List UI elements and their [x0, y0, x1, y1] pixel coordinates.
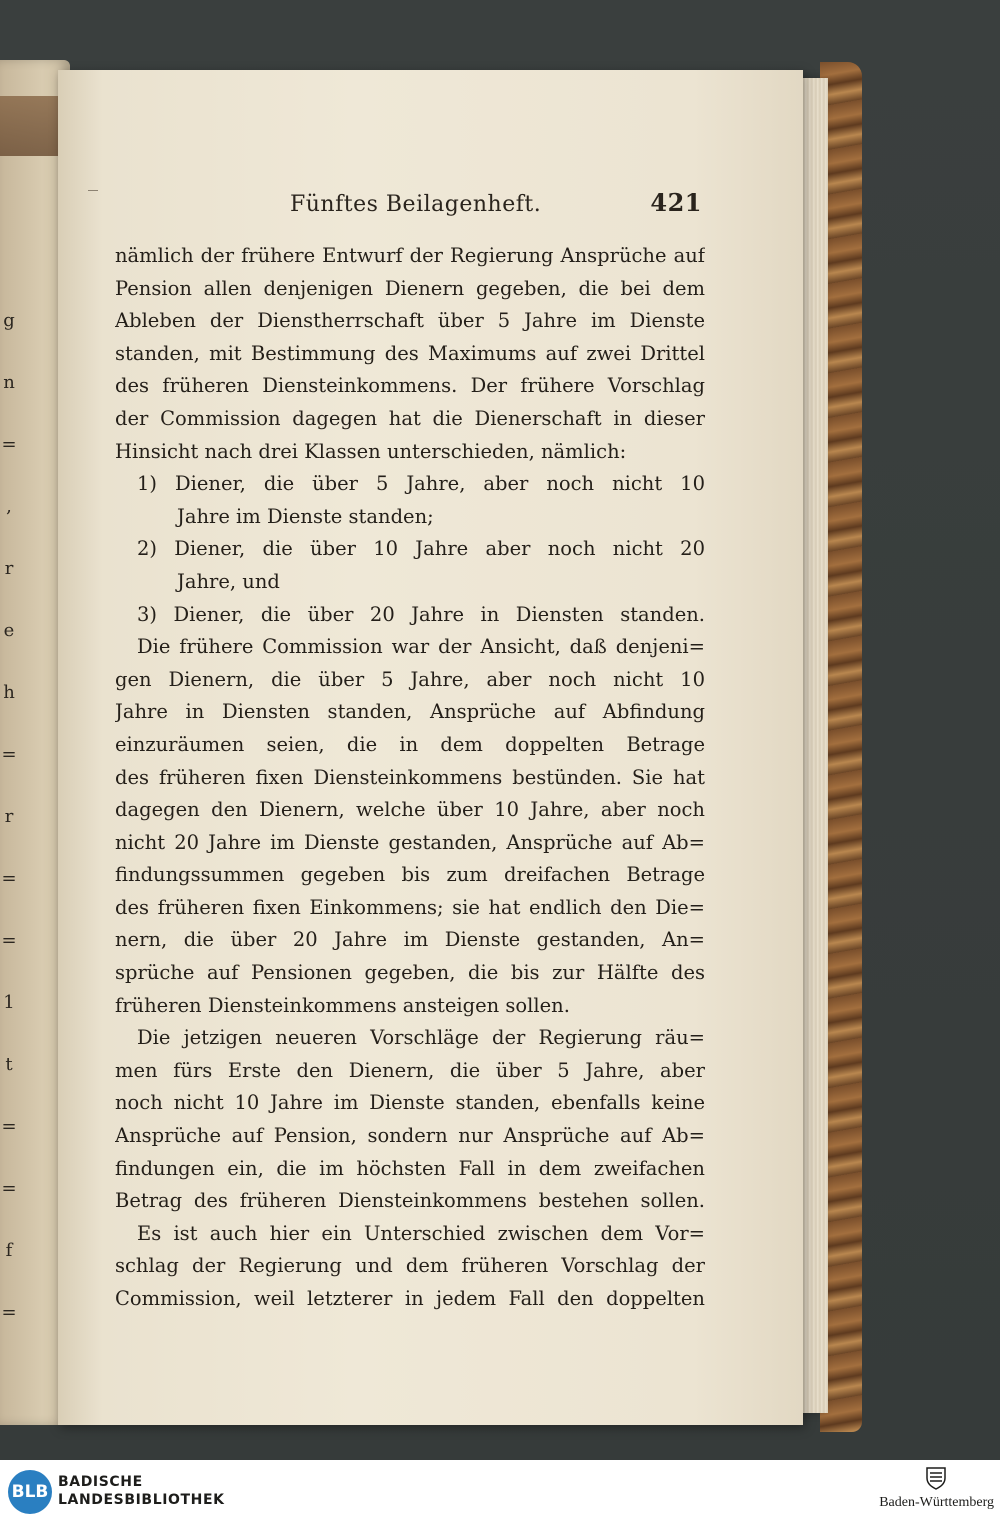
footer-bar — [0, 1460, 1000, 1520]
text-line: nern, die über 20 Jahre im Dienste gestanden, An= — [115, 928, 705, 952]
text-line: schlag der Regierung und dem früheren Vorschlag der — [115, 1254, 705, 1278]
left-cover-corner — [0, 96, 60, 156]
text-line: des früheren Diensteinkommens. Der frühere Vorschlag — [115, 374, 705, 398]
library-name-line2: LANDESBIBLIOTHEK — [58, 1492, 225, 1508]
library-name-line1: BADISCHE — [58, 1474, 143, 1490]
text-line: des früheren fixen Einkommens; sie hat endlich den Die= — [115, 895, 705, 919]
text-line: nicht 20 Jahre im Dienste gestanden, Ansprüche auf Ab= — [115, 830, 705, 854]
margin-char: = — [1, 434, 17, 455]
margin-char: = — [1, 744, 17, 765]
margin-char: r — [4, 558, 14, 579]
text-line: noch nicht 10 Jahre im Dienste standen, ebenfalls keine — [115, 1091, 705, 1115]
left-page-margin-text — [0, 290, 18, 1344]
list-item-2: 2) Diener, die über 10 Jahre aber noch nicht 20 — [137, 537, 705, 561]
text-line: Hinsicht nach drei Klassen unterschieden, nämlich: — [115, 439, 627, 463]
text-line: Commission, weil letzterer in jedem Fall den doppelten — [115, 1287, 705, 1310]
body-text — [115, 240, 705, 1316]
list-item-3: 3) Diener, die über 20 Jahre in Diensten standen. — [137, 602, 705, 626]
text-line: dagegen den Dienern, welche über 10 Jahre, aber noch — [115, 798, 705, 822]
page-header — [290, 188, 710, 226]
page-number: 421 — [650, 188, 702, 217]
text-line: sprüche auf Pensionen gegeben, die bis zur Hälfte des — [115, 961, 705, 985]
list-item-1-continued: Jahre im Dienste standen; — [177, 504, 434, 528]
margin-char: h — [3, 682, 15, 703]
list-item-1: 1) Diener, die über 5 Jahre, aber noch nicht 10 — [137, 472, 705, 496]
text-line: Betrag des früheren Diensteinkommens bestehen sollen. — [115, 1189, 705, 1213]
state-label[interactable]: Baden-Württemberg — [879, 1495, 994, 1510]
margin-char: g — [3, 310, 15, 331]
margin-char: , — [6, 496, 12, 517]
text-line: früheren Diensteinkommens ansteigen sollen. — [115, 993, 570, 1017]
text-line: findungssummen gegeben bis zum dreifachen Betrage — [115, 863, 705, 887]
text-line: Jahre in Diensten standen, Ansprüche auf Abfindung — [115, 700, 705, 724]
margin-char: = — [1, 1178, 17, 1199]
text-line: Die frühere Commission war der Ansicht, daß denjeni= — [137, 635, 705, 659]
text-line: einzuräumen seien, die in dem doppelten Betrage — [115, 732, 705, 756]
margin-char: = — [1, 930, 17, 951]
text-line: men fürs Erste den Dienern, die über 5 Jahre, aber — [115, 1058, 705, 1082]
text-line: Pension allen denjenigen Dienern gegeben, die bei dem — [115, 276, 705, 300]
text-line: des früheren fixen Diensteinkommens bestünden. Sie hat — [115, 765, 705, 789]
margin-char: = — [1, 868, 17, 889]
text-line: nämlich der frühere Entwurf der Regierung Ansprüche auf — [115, 244, 705, 267]
margin-char: = — [1, 1302, 17, 1323]
library-name[interactable] — [58, 1473, 225, 1509]
margin-char: f — [5, 1240, 13, 1261]
margin-char: t — [5, 1054, 13, 1075]
margin-char: r — [4, 806, 14, 827]
margin-char: = — [1, 1116, 17, 1137]
list-item-2-continued: Jahre, und — [177, 569, 280, 593]
text-line: der Commission dagegen hat die Dienerschaft in dieser — [115, 406, 705, 430]
blb-logo[interactable]: BLB — [8, 1470, 52, 1514]
text-line: Die jetzigen neueren Vorschläge der Regierung räu= — [137, 1026, 705, 1050]
text-line: Ansprüche auf Pension, sondern nur Ansprüche auf Ab= — [115, 1124, 705, 1148]
text-line: Ableben der Dienstherrschaft über 5 Jahre im Dienste — [115, 309, 705, 333]
text-line: standen, mit Bestimmung des Maximums auf zwei Drittel — [115, 341, 705, 365]
text-line: findungen ein, die im höchsten Fall in dem zweifachen — [115, 1156, 705, 1180]
margin-char: n — [3, 372, 15, 393]
text-line: gen Dienern, die über 5 Jahre, aber noch nicht 10 — [115, 667, 705, 691]
crest-icon — [925, 1466, 947, 1490]
running-title: Fünftes Beilagenheft. — [290, 192, 542, 217]
text-line: Es ist auch hier ein Unterschied zwischen dem Vor= — [137, 1221, 705, 1245]
margin-char: e — [3, 620, 15, 641]
margin-mark — [88, 190, 98, 191]
margin-char: 1 — [3, 992, 15, 1013]
